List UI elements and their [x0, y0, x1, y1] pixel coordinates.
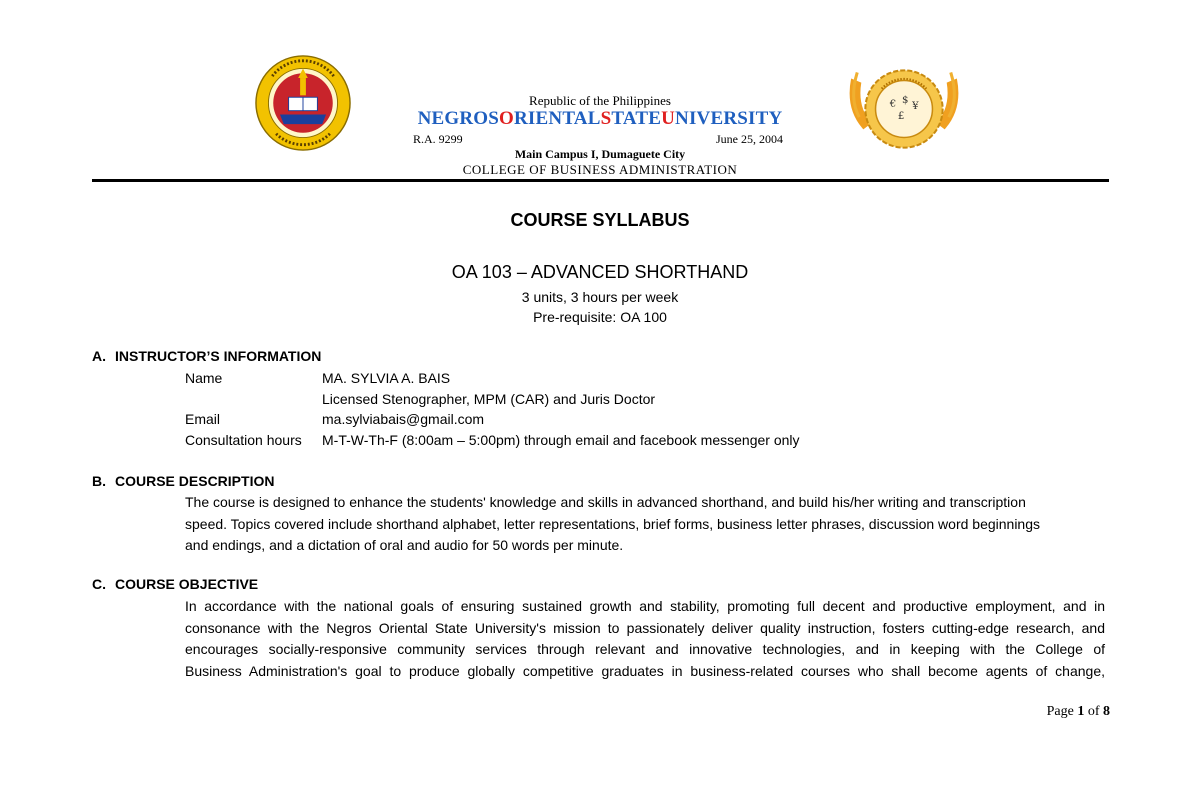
section-a-heading: [92, 348, 321, 364]
college-name: COLLEGE OF BUSINESS ADMINISTRATION: [462, 162, 738, 177]
objective-line: In accordance with the national goals of ensuring sustained growth and stability, promoting full decent and productive employment, and in: [185, 598, 1105, 614]
instructor-email: ma.sylviabais@gmail.com: [322, 411, 485, 427]
section-c-number: C.: [92, 576, 106, 592]
university-name-part: RIENTAL: [514, 108, 601, 129]
instructor-name: MA. SYLVIA A. BAIS: [322, 370, 451, 386]
university-name-part: U: [661, 108, 676, 129]
objective-line: encourages socially-responsive community services through relevant and innovative technologies, and in keeping with the College of: [185, 641, 1105, 657]
description-line: and endings, and a dictation of oral and audio for 50 words per minute.: [185, 537, 624, 553]
section-b-heading: [92, 473, 274, 489]
university-name-part: O: [499, 108, 515, 129]
header-divider: [92, 179, 1109, 182]
document-title: COURSE SYLLABUS: [510, 210, 690, 230]
university-name: [0, 108, 1200, 130]
section-b-number: B.: [92, 473, 106, 489]
founding-date: June 25, 2004: [716, 132, 783, 146]
objective-line: Business Administration's goal to produce globally competitive graduates in business-related courses who shall become agents of change,: [185, 662, 1105, 679]
name-label: Name: [185, 370, 223, 386]
section-c-title: COURSE OBJECTIVE: [115, 576, 259, 592]
instructor-credentials: Licensed Stenographer, MPM (CAR) and Juris Doctor: [322, 391, 656, 407]
university-name-part: NEGROS: [417, 108, 500, 129]
campus-text: Main Campus I, Dumaguete City: [514, 147, 686, 161]
course-units: 3 units, 3 hours per week: [521, 289, 679, 305]
svg-text:€: €: [889, 98, 897, 110]
section-c-heading: [92, 576, 258, 592]
course-title: OA 103 – ADVANCED SHORTHAND: [451, 262, 749, 282]
section-a-number: A.: [92, 348, 106, 364]
university-name-part: S: [600, 108, 612, 129]
svg-text:£: £: [897, 111, 905, 123]
course-prerequisite: Pre-requisite: OA 100: [533, 309, 667, 325]
course-objective: [185, 596, 1105, 682]
university-name-part: TATE: [611, 108, 662, 129]
republic-text: Republic of the Philippines: [529, 93, 671, 108]
page-number: Page 1 of 8: [1046, 704, 1110, 719]
section-b-title: COURSE DESCRIPTION: [115, 473, 275, 489]
description-line: speed. Topics covered include shorthand alphabet, letter representations, brief forms, business letter phrases, discussion word beginnings: [185, 515, 1041, 532]
description-line: The course is designed to enhance the students' knowledge and skills in advanced shorthand, and build his/her writing and transcription: [185, 494, 1026, 510]
email-label: Email: [185, 411, 221, 427]
consultation-hours: M-T-W-Th-F (8:00am – 5:00pm) through email and facebook messenger only: [322, 432, 800, 448]
university-name-part: NIVERSITY: [675, 108, 783, 129]
course-description: [185, 492, 1105, 557]
svg-text:¥: ¥: [912, 101, 919, 112]
consultation-label: Consultation hours: [185, 432, 302, 448]
section-a-title: INSTRUCTOR’S INFORMATION: [115, 348, 322, 364]
ra-number: R.A. 9299: [413, 132, 463, 146]
objective-line: consonance with the Negros Oriental State University's mission to passionately deliver quality instruction, fosters cutting-edge research, and: [185, 619, 1105, 636]
svg-text:$: $: [901, 94, 909, 106]
